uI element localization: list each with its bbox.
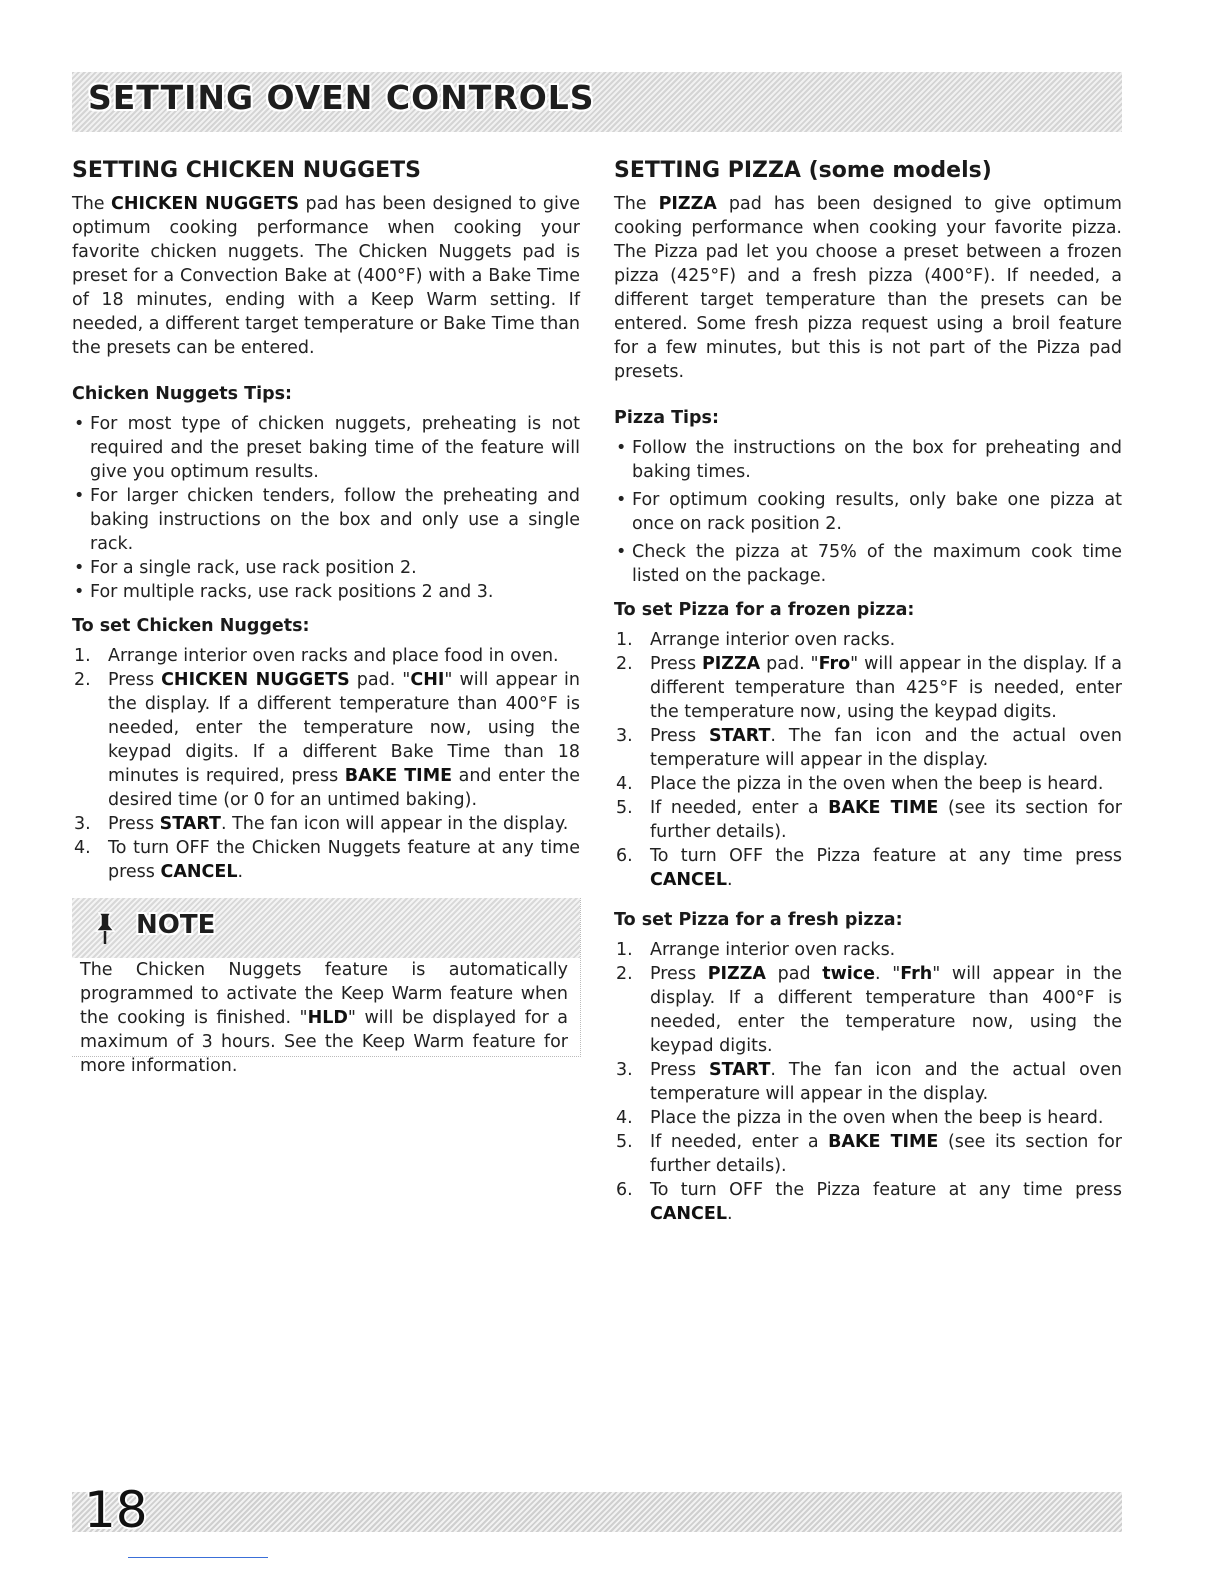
section-banner [72,72,1122,132]
pizza-section [614,156,1122,1226]
footer-rule [128,1557,268,1558]
page-title: SETTING OVEN CONTROLS [88,78,595,117]
step-item: 5. If needed, enter a BAKE TIME (see its section for further details). [616,798,1122,842]
pushpin-icon [90,910,120,946]
chicken-nuggets-tips-heading: Chicken Nuggets Tips: [72,384,293,404]
note-title: NOTE [136,910,216,940]
list-item: • Check the pizza at 75% of the maximum cook time listed on the package. [614,540,1122,588]
note-box [72,898,581,1076]
step-item: 3. Press START. The fan icon and the actual oven temperature will appear in the display. [616,1060,1122,1104]
frozen-pizza-steps [614,628,1122,892]
step-item: 3. Press START. The fan icon will appear in the display. [74,814,569,834]
page-number: 18 [84,1481,148,1539]
frozen-pizza-heading: To set Pizza for a frozen pizza: [614,600,915,620]
list-item: • Follow the instructions on the box for preheating and baking times. [614,436,1122,484]
chicken-nuggets-tips-list [72,412,580,604]
list-item: • For most type of chicken nuggets, preheating is not required and the preset baking time of the feature will give you optimum results. [72,412,580,484]
step-item: 2. Press PIZZA pad twice. "Frh" will appear in the display. If a different temperature than 400°F is needed, enter the temperature now, using the keypad digits. [616,964,1122,1056]
step-item: 4. To turn OFF the Chicken Nuggets feature at any time press CANCEL. [74,838,580,882]
pizza-heading: SETTING PIZZA (some models) [614,158,992,183]
step-item: 5. If needed, enter a BAKE TIME (see its section for further details). [616,1132,1122,1176]
chicken-nuggets-heading: SETTING CHICKEN NUGGETS [72,158,422,183]
chicken-nuggets-intro: The CHICKEN NUGGETS pad has been designed to give optimum cooking performance when cooking your favorite chicken nuggets. The Chicken Nuggets pad is preset for a Convection Bake at (400°F) with a Bake Time of 18 minutes, ending with a Keep Warm setting. If needed, a different target temperature or Bake Time than the presets can be entered. [72,194,580,358]
step-item: 1. Arrange interior oven racks. [616,630,896,650]
footer-band [72,1481,1122,1539]
step-item: 2. Press PIZZA pad. "Fro" will appear in the display. If a different temperature than 425°F is needed, enter the temperature now, using the keypad digits. [616,654,1122,722]
step-item: 6. To turn OFF the Pizza feature at any time press CANCEL. [616,1180,1122,1224]
note-text: The Chicken Nuggets feature is automatically programmed to activate the Keep Warm feature when the cooking is finished. "HLD" will be displayed for a maximum of 3 hours. See the Keep Warm feature for more information. [80,960,568,1076]
fresh-pizza-heading: To set Pizza for a fresh pizza: [614,910,903,930]
list-item: • For multiple racks, use rack positions 2 and 3. [72,580,580,604]
pizza-tips-heading: Pizza Tips: [614,408,719,428]
set-chicken-nuggets-heading: To set Chicken Nuggets: [72,616,310,636]
step-item: 3. Press START. The fan icon and the actual oven temperature will appear in the display. [616,726,1122,770]
step-item: 4. Place the pizza in the oven when the beep is heard. [616,774,1104,794]
pizza-intro: The PIZZA pad has been designed to give optimum cooking performance when cooking your favorite pizza. The Pizza pad let you choose a preset between a frozen pizza (425°F) and a fresh pizza (400°F). If needed, a different target temperature than the presets can be entered. Some fresh pizza request using a broil feature for a few minutes, but this is not part of the Pizza pad presets. [614,194,1122,382]
step-item: 4. Place the pizza in the oven when the beep is heard. [616,1108,1104,1128]
step-item: 1. Arrange interior oven racks and place food in oven. [74,646,559,666]
list-item: • For a single rack, use rack position 2. [72,556,580,580]
list-item: • For larger chicken tenders, follow the preheating and baking instructions on the box and only use a single rack. [72,484,580,556]
set-chicken-nuggets-steps [72,644,580,884]
step-item: 6. To turn OFF the Pizza feature at any time press CANCEL. [616,846,1122,890]
note-header [72,898,580,958]
list-item: • For optimum cooking results, only bake one pizza at once on rack position 2. [614,488,1122,536]
step-item: 1. Arrange interior oven racks. [616,940,896,960]
fresh-pizza-steps [614,938,1122,1226]
step-item: 2. Press CHICKEN NUGGETS pad. "CHI" will appear in the display. If a different temperature than 400°F is needed, enter the temperature now, using the keypad digits. If a different Bake Time than 18 minutes is required, press BAKE TIME and enter the desired time (or 0 for an untimed baking). [74,670,581,810]
chicken-nuggets-section [72,156,580,884]
pizza-tips-list [614,436,1122,588]
